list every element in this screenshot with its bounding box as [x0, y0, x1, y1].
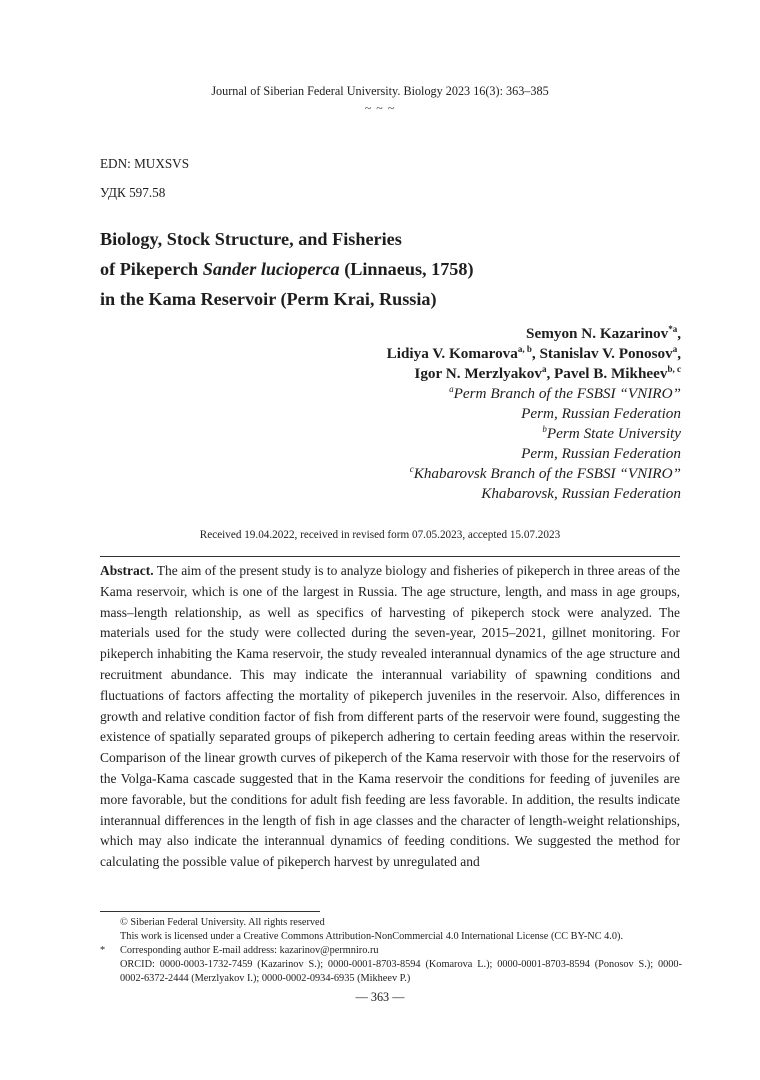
- species-name: Sander lucioperca: [202, 259, 340, 279]
- author-kazarinov: Semyon N. Kazarinov: [526, 325, 669, 342]
- title-line-2-pre: of Pikeperch: [100, 259, 203, 279]
- article-title: [100, 224, 474, 314]
- corresponding-email: Corresponding author E-mail address: kazarinov@permniro.ru: [120, 945, 379, 956]
- title-line-3: in the Kama Reservoir (Perm Krai, Russia): [100, 289, 437, 309]
- author-komarova-sup: a, b: [517, 344, 532, 354]
- abstract-text: The aim of the present study is to analyze biology and fisheries of pikeperch in three areas of the Kama reservoir, which is one of the largest in Russia. The age structure, length, and mass in age groups, mass–length relationship, as well as specifics of harvesting of pikeperch stock were analyzed. The materials used for the study were collected during the seven-year, 2015–2021, gillnet monitoring. For pikeperch inhabiting the Kama reservoir, the study revealed interannual dynamics of the age structure and recruitment abundance. This may indicate the interannual variability of spawning conditions and fluctuations of factors affecting the mortality of pikeperch juveniles in the reservoir. Also, differences in growth and relative condition factor of fish from different parts of the reservoir were found, suggesting the existence of spatially separated groups of pikeperch adhering to certain feeding areas within the reservoir. Comparison of the linear growth curves of pikeperch of the Kama reservoir with those for the reservoirs of the Volga-Kama cascade suggested that in the Kama reservoir the conditions for feeding of juveniles are more favorable, but the conditions for adult fish feeding are less favorable. In addition, the results indicate interannual differences in the length of fish in age classes and the character of length-weight relationships, which may also indicate the interannual dynamics of feeding conditions. We suggested the method for calculating the possible value of pikeperch harvest by unregulated and: [100, 563, 680, 870]
- author-ponosov-sup: a: [672, 344, 678, 354]
- footnote-orcid: [100, 958, 682, 985]
- udk-code: УДК 597.58: [100, 185, 166, 200]
- header-ornament: ~ ~ ~: [364, 101, 396, 115]
- affiliation-c-city: Khabarovsk, Russian Federation: [481, 485, 681, 502]
- footnote-copyright: [100, 916, 682, 930]
- author-komarova: Lidiya V. Komarova: [386, 345, 518, 362]
- edn-code: EDN: MUXSVS: [100, 156, 190, 171]
- author-line-2: Lidiya V. Komarova$^{a, b}$, Stanislav V. Ponosov$^a$,: [386, 344, 681, 362]
- author-mikheev: Pavel B. Mikheev: [554, 365, 668, 382]
- author-mikheev-sup: b, c: [667, 364, 681, 374]
- affiliation-c: [387, 464, 681, 484]
- page-number: — 363 —: [355, 990, 405, 1004]
- affiliation-a-name: Perm Branch of the FSBSI “VNIRO”: [453, 385, 681, 402]
- abstract-label: Abstract.: [100, 563, 154, 578]
- footnote-license: [100, 930, 682, 944]
- author-kazarinov-sup: *a: [668, 324, 678, 334]
- author-ponosov: Stanislav V. Ponosov: [539, 345, 673, 362]
- copyright-text: © Siberian Federal University. All rights reserved: [120, 917, 325, 928]
- author-merzlyakov-sup: a: [541, 364, 547, 374]
- abstract-divider: [100, 556, 680, 557]
- orcid-text: ORCID: 0000-0003-1732-7459 (Kazarinov S.); 0000-0001-8703-8594 (Komarova L.); 0000-0001-8703-8594 (Ponosov S.); 0000-0002-6372-2444 (Merzlyakov I.); 0000-0002-0934-6935 (Mikheev P.): [120, 959, 682, 984]
- author-block: [387, 324, 681, 504]
- affiliation-b-city: Perm, Russian Federation: [521, 445, 681, 462]
- license-text: This work is licensed under a Creative Commons Attribution-NonCommercial 4.0 International License (CC BY-NC 4.0).: [120, 931, 624, 942]
- title-line-1: Biology, Stock Structure, and Fisheries: [100, 229, 402, 249]
- footnote-star-mark: *: [100, 945, 106, 956]
- affiliation-a-sup: a: [449, 384, 454, 394]
- footnote-corresponding: [100, 944, 682, 958]
- author-line-3: Igor N. Merzlyakov$^a$, Pavel B. Mikheev$^{b, c}$: [414, 364, 681, 382]
- author-merzlyakov: Igor N. Merzlyakov: [414, 365, 542, 382]
- footnote-divider: [100, 911, 320, 912]
- author-line-1: Semyon N. Kazarinov$^{*a}$,: [526, 324, 681, 342]
- affiliation-a-city: Perm, Russian Federation: [521, 405, 681, 422]
- journal-header: Journal of Siberian Federal University. Biology 2023 16(3): 363–385: [211, 84, 549, 98]
- affiliation-c-name: Khabarovsk Branch of the FSBSI “VNIRO”: [413, 465, 681, 482]
- affiliation-c-sup: c: [409, 464, 414, 474]
- title-line-2-post: (Linnaeus, 1758): [339, 259, 474, 279]
- abstract-paragraph: [100, 561, 680, 873]
- affiliation-b-sup: b: [542, 424, 547, 434]
- affiliation-b: [387, 424, 681, 444]
- affiliation-a: [387, 384, 681, 404]
- affiliation-b-name: Perm State University: [546, 425, 681, 442]
- received-dates: Received 19.04.2022, received in revised form 07.05.2023, accepted 15.07.2023: [199, 529, 561, 541]
- title-line-2: [100, 254, 474, 284]
